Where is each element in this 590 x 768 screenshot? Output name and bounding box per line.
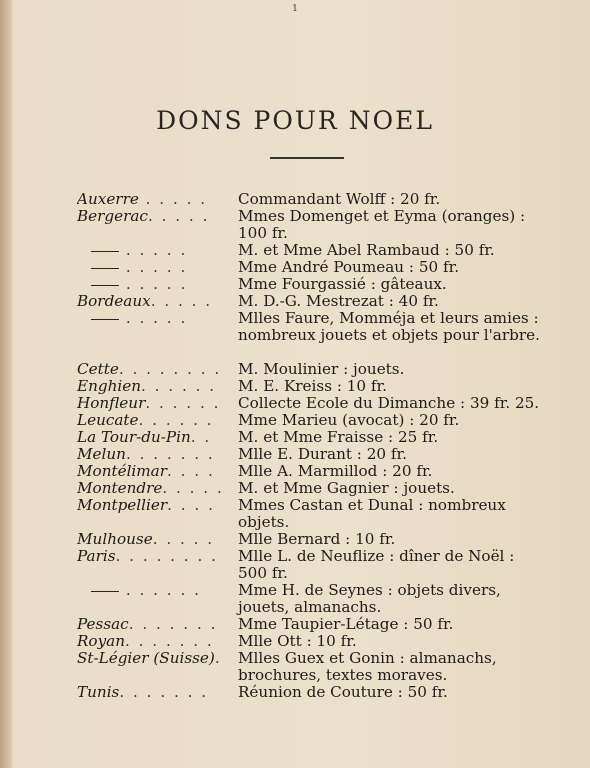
place-name: Cette	[77, 361, 119, 378]
dot-leader: . . . . . .	[119, 582, 201, 599]
entry-donor: Mmes Castan et Dunal : nombreux objets.	[238, 496, 506, 531]
dot-leader: . . . . .	[138, 191, 208, 208]
entry-donor: Mmes Domenget et Eyma (oranges) : 100 fr.	[238, 207, 526, 242]
entry-place	[77, 242, 233, 259]
place-name: La Tour-du-Pin	[77, 429, 191, 446]
entry-donor: Mlle Ott : 10 fr.	[238, 632, 357, 650]
entry-donor: M. E. Kreiss : 10 fr.	[238, 377, 387, 395]
entry-donor: Mlles Faure, Momméja et leurs amies : nombreux jouets et objets pour l'arbre.	[238, 309, 540, 344]
entry-place	[77, 463, 233, 480]
dot-leader: . . . .	[167, 497, 215, 514]
dot-leader: . . . . .	[119, 310, 188, 327]
entry-donor: M. D.-G. Mestrezat : 40 fr.	[238, 292, 439, 310]
dot-leader: . . . . . . .	[128, 616, 218, 633]
entry-donor: M. et Mme Gagnier : jouets.	[238, 479, 455, 497]
entry-place	[77, 633, 233, 650]
entry-place	[77, 191, 233, 208]
ditto-dash	[91, 251, 119, 252]
place-name: Auxerre	[77, 191, 139, 208]
entry-donor: Réunion de Couture : 50 fr.	[238, 683, 448, 701]
place-name: Bordeaux	[77, 293, 151, 310]
entry-donor: M. et Mme Fraisse : 25 fr.	[238, 428, 439, 446]
entry-place	[77, 293, 233, 310]
place-name: Pessac	[77, 616, 129, 633]
dot-leader: . . . . . . . .	[115, 548, 218, 565]
dot-leader: . . . .	[167, 463, 215, 480]
entry-place	[77, 395, 233, 412]
entry-place	[77, 531, 233, 548]
place-name: Honfleur	[77, 395, 146, 412]
dot-leader: . . . . .	[119, 276, 188, 293]
place-name: Mulhouse	[77, 531, 153, 548]
entry-place	[77, 429, 233, 446]
entry-donor: Mme Taupier-Létage : 50 fr.	[238, 615, 454, 633]
dot-leader: . . . . . . .	[125, 446, 215, 463]
entry-donor: Mme Marieu (avocat) : 20 fr.	[238, 411, 460, 429]
place-name: Paris	[77, 548, 116, 565]
place-name: Montpellier	[77, 497, 168, 514]
entry-place	[77, 616, 233, 633]
entry-donor: Mme Fourgassié : gâteaux.	[238, 275, 447, 293]
place-name: Bergerac	[77, 208, 148, 225]
dot-leader: . . . . .	[119, 242, 188, 259]
entry-donor: Mlle A. Marmillod : 20 fr.	[238, 462, 433, 480]
entry-donor: Mlle Bernard : 10 fr.	[238, 530, 396, 548]
dot-leader: . . . . . .	[138, 412, 214, 429]
entry-place	[77, 361, 233, 378]
dot-leader: . . . . .	[119, 259, 188, 276]
entry-donor: Mlle L. de Neuflize : dîner de Noël : 500 fr.	[238, 547, 515, 582]
entry-donor: Mlles Guex et Gonin : almanachs, brochures, textes moraves.	[238, 649, 497, 684]
entry-donor: M. et Mme Abel Rambaud : 50 fr.	[238, 241, 495, 259]
dot-leader: . . . . . . .	[119, 684, 209, 701]
page-title: DONS POUR NOEL	[156, 106, 434, 135]
entry-place	[77, 446, 233, 463]
dot-leader: . . . . . . . .	[118, 361, 222, 378]
ditto-dash	[91, 285, 119, 286]
entry-place	[77, 378, 233, 395]
dot-leader: . . . . . .	[141, 378, 217, 395]
entry-place	[77, 582, 233, 599]
entry-place	[77, 480, 233, 497]
entry-place	[77, 259, 233, 276]
entry-place	[77, 412, 233, 429]
dot-leader: . . . . .	[162, 480, 224, 497]
entry-donor: Mlle E. Durant : 20 fr.	[238, 445, 407, 463]
place-name: Montélimar	[77, 463, 167, 480]
place-name: Royan	[77, 633, 125, 650]
place-name: Montendre	[77, 480, 163, 497]
place-name: Enghien	[77, 378, 141, 395]
entry-place	[77, 208, 233, 225]
dot-leader: . .	[190, 429, 212, 446]
ditto-dash	[91, 319, 119, 320]
entry-donor: Mme H. de Seynes : objets divers, jouets, almanachs.	[238, 581, 501, 616]
place-name: St-Légier (Suisse)	[77, 650, 215, 667]
ditto-dash	[91, 591, 119, 592]
entry-donor: Mme André Poumeau : 50 fr.	[238, 258, 460, 276]
ditto-dash	[91, 268, 119, 269]
dot-leader: .	[214, 650, 222, 667]
dot-leader: . . . . .	[150, 293, 213, 310]
entry-place	[77, 684, 233, 701]
place-name: Tunis	[77, 684, 120, 701]
entry-place	[77, 548, 233, 565]
dot-leader: . . . . .	[147, 208, 210, 225]
entry-donor: M. Moulinier : jouets.	[238, 360, 405, 378]
dot-leader: . . . . . .	[145, 395, 221, 412]
dot-leader: . . . . . . .	[125, 633, 214, 650]
place-name: Leucate	[77, 412, 139, 429]
entry-place	[77, 310, 233, 327]
entry-donor: Collecte Ecole du Dimanche : 39 fr. 25.	[238, 394, 540, 412]
dot-leader: . . . . .	[152, 531, 215, 548]
page-number: 1	[292, 4, 298, 14]
entry-place	[77, 276, 233, 293]
entry-place	[77, 497, 233, 514]
entry-place	[77, 650, 233, 667]
place-name: Melun	[77, 446, 126, 463]
entry-donor: Commandant Wolff : 20 fr.	[238, 190, 441, 208]
